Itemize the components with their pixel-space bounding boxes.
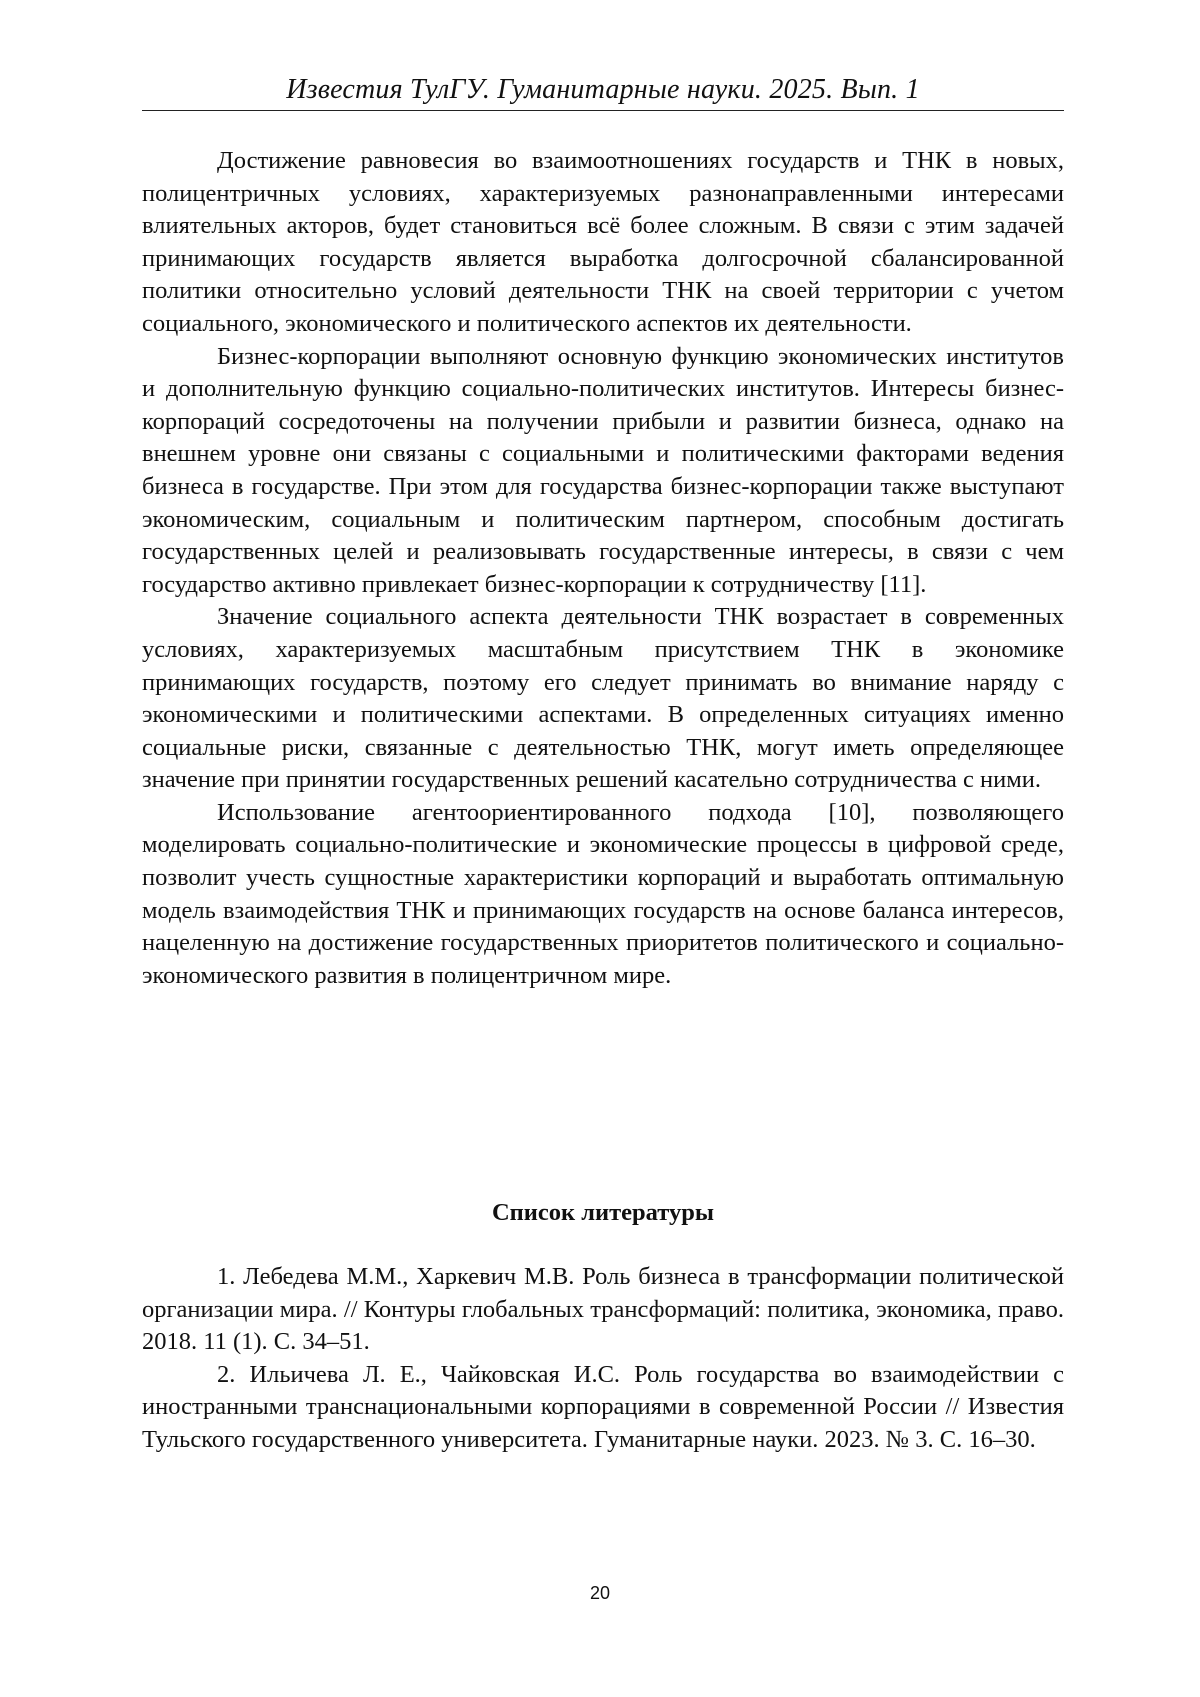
reference-item: 1. Лебедева М.М., Харкевич М.В. Роль бизнеса в трансформации политической организации мира. // Контуры глобальных трансформаций: политика, экономика, право. 2018. 11 (1). С. 34–51. (142, 1263, 1064, 1356)
body-paragraph: Бизнес-корпорации выполняют основную функцию экономических институтов и дополнительную функцию социально-политических институтов. Интересы бизнес-корпораций сосредоточены на получении прибыли и развитии бизнеса, однако на внешнем уровне они связаны с социальными и политическими факторами ведения бизнеса в государстве. При этом для государства бизнес-корпорации также выступают экономическим, социальным и политическим партнером, способным достигать государственных целей и реализовывать государственные интересы, в связи с чем государство активно привлекает бизнес-корпорации к сотрудничеству [11]. (142, 342, 1064, 598)
page-number: 20 (589, 1583, 611, 1603)
reference-item: 2. Ильичева Л. Е., Чайковская И.С. Роль государства во взаимодействии с иностранными транснациональными корпорациями в современной России // Известия Тульского государственного университета. Гуманитарные науки. 2023. № 3. С. 16–30. (142, 1360, 1064, 1453)
running-header: Известия ТулГУ. Гуманитарные науки. 2025. Вып. 1 (286, 74, 920, 105)
header-rule (142, 110, 1064, 111)
body-paragraph: Использование агентоориентированного подхода [10], позволяющего моделировать социально-политические и экономические процессы в цифровой среде, позволит учесть сущностные характеристики корпораций и выработать оптимальную модель взаимодействия ТНК и принимающих государств на основе баланса интересов, нацеленную на достижение государственных приоритетов политического и социально-экономического развития в полицентричном мире. (142, 798, 1064, 989)
references-heading: Список литературы (491, 1199, 715, 1226)
references-list (142, 1261, 1064, 1457)
body-paragraph: Достижение равновесия во взаимоотношениях государств и ТНК в новых, полицентричных условиях, характеризуемых разнонаправленными интересами влиятельных акторов, будет становиться всё более сложным. В связи с этим задачей принимающих государств является выработка долгосрочной сбалансированной политики относительно условий деятельности ТНК на своей территории с учетом социального, экономического и политического аспектов их деятельности. (142, 147, 1064, 337)
body-paragraph: Значение социального аспекта деятельности ТНК возрастает в современных условиях, характеризуемых масштабным присутствием ТНК в экономике принимающих государств, поэтому его следует принимать во внимание наряду с экономическими и политическими аспектами. В определенных ситуациях именно социальные риски, связанные с деятельностью ТНК, могут иметь определяющее значение при принятии государственных решений касательно сотрудничества с ними. (142, 603, 1064, 794)
article-body (142, 145, 1064, 992)
